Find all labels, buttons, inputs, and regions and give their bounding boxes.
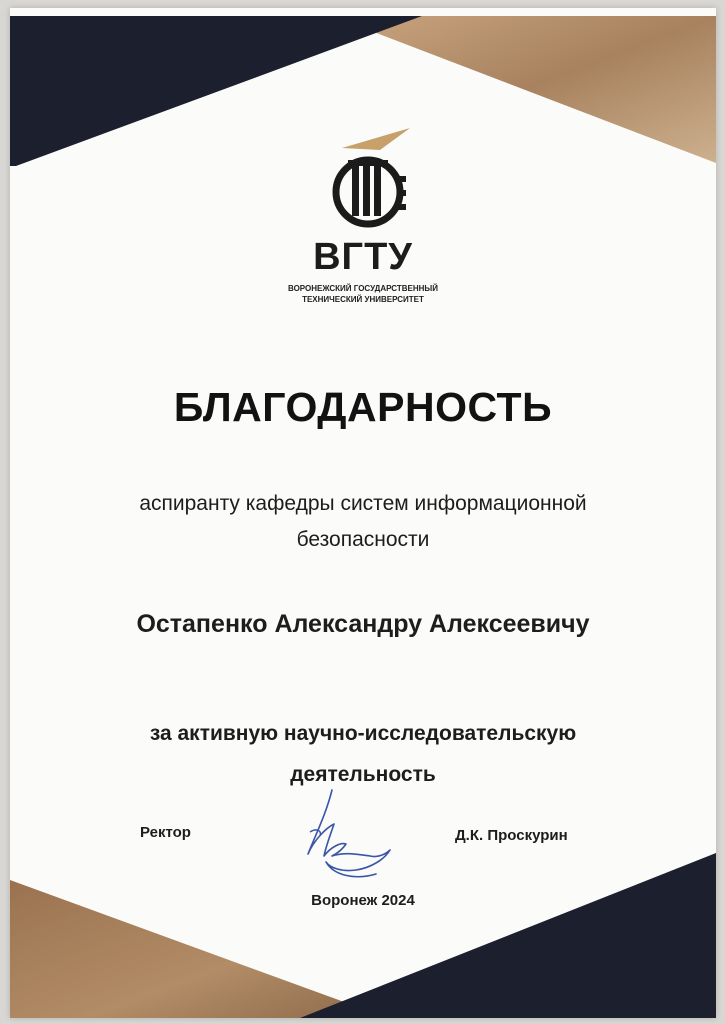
place-and-year: Воронеж 2024 bbox=[311, 892, 415, 909]
signer-name: Д.К. Проскурин bbox=[455, 827, 568, 844]
certificate-title: БЛАГОДАРНОСТЬ bbox=[173, 384, 553, 430]
university-name-line1: ВОРОНЕЖСКИЙ ГОСУДАРСТВЕННЫЙ bbox=[287, 284, 438, 293]
handwritten-signature-icon bbox=[286, 784, 406, 894]
signer-role: Ректор bbox=[140, 824, 191, 841]
university-name-line2: ТЕХНИЧЕСКИЙ УНИВЕРСИТЕТ bbox=[302, 295, 424, 304]
university-abbreviation: ВГТУ bbox=[313, 236, 413, 278]
reason-line2: деятельность bbox=[290, 763, 436, 786]
recipient-role-line2: безопасности bbox=[296, 528, 430, 551]
recipient-role-line1: аспиранту кафедры систем информационной bbox=[139, 492, 587, 515]
reason-line1: за активную научно-исследовательскую bbox=[149, 722, 577, 745]
university-emblem-icon bbox=[328, 126, 424, 244]
university-logo bbox=[10, 8, 716, 328]
certificate-page bbox=[10, 8, 716, 1018]
recipient-name: Остапенко Александру Алексеевичу bbox=[136, 610, 590, 638]
